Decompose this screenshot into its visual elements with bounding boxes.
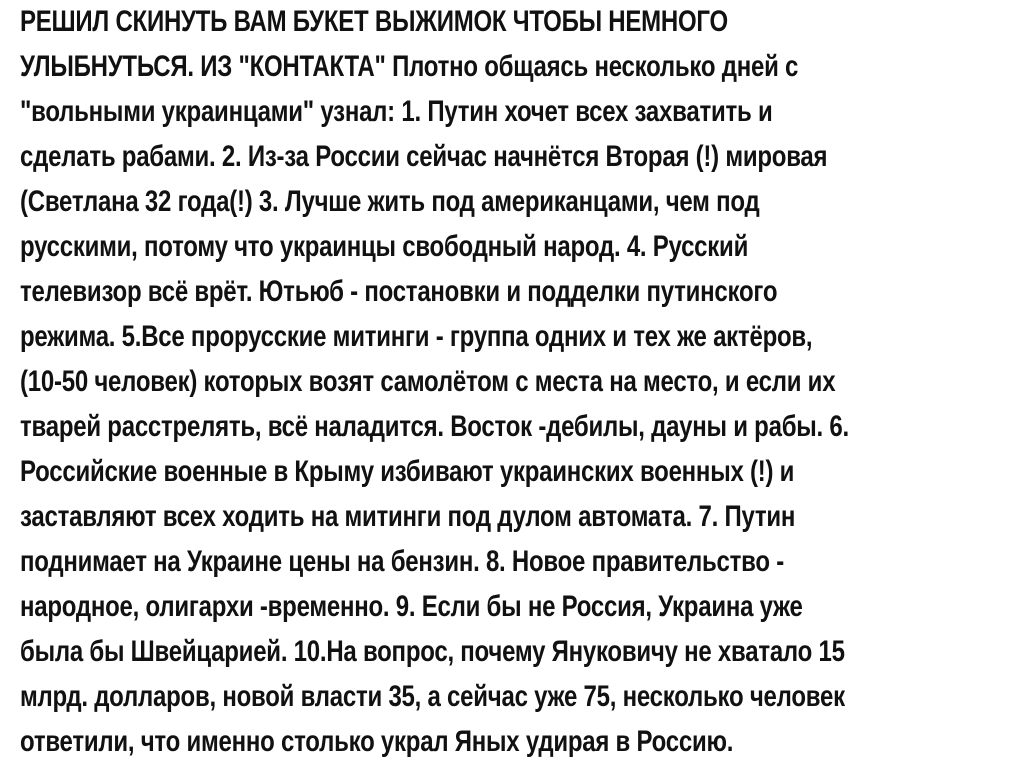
text-line: Российские военные в Крыму избивают украинских военных (!) и <box>20 455 795 488</box>
text-line: заставляют всех ходить на митинги под дулом автомата. 7. Путин <box>20 500 796 533</box>
text-line: сделать рабами. 2. Из-за России сейчас начнётся Вторая (!) мировая <box>20 140 828 173</box>
text-line: млрд. долларов, новой власти 35, а сейчас уже 75, несколько человек <box>20 680 845 713</box>
text-line: РЕШИЛ СКИНУТЬ ВАМ БУКЕТ ВЫЖИМОК ЧТОБЫ НЕМНОГО <box>20 5 728 38</box>
text-line: тварей расстрелять, всё наладится. Восток -дебилы, дауны и рабы. 6. <box>20 410 849 443</box>
text-line: (10-50 человек) которых возят самолётом с места на место, и если их <box>20 365 836 398</box>
text-line: русскими, потому что украинцы свободный народ. 4. Русский <box>20 230 749 263</box>
text-line: телевизор всё врёт. Ютьюб - постановки и подделки путинского <box>20 275 778 308</box>
text-line: режима. 5.Все прорусские митинги - группа одних и тех же актёров, <box>20 320 813 353</box>
text-line: народное, олигархи -временно. 9. Если бы не Россия, Украина уже <box>20 590 803 623</box>
text-line: была бы Швейцарией. 10.На вопрос, почему Януковичу не хватало 15 <box>20 635 845 668</box>
text-line: "вольными украинцами" узнал: 1. Путин хочет всех захватить и <box>20 95 773 128</box>
text-line: УЛЫБНУТЬСЯ. ИЗ "КОНТАКТА" Плотно общаясь несколько дней с <box>20 50 799 83</box>
text-line: (Светлана 32 года(!) 3. Лучше жить под американцами, чем под <box>20 185 760 218</box>
text-line: поднимает на Украине цены на бензин. 8. Новое правительство - <box>20 545 784 578</box>
text-line: ответили, что именно столько украл Яных удирая в Россию. <box>20 725 734 758</box>
